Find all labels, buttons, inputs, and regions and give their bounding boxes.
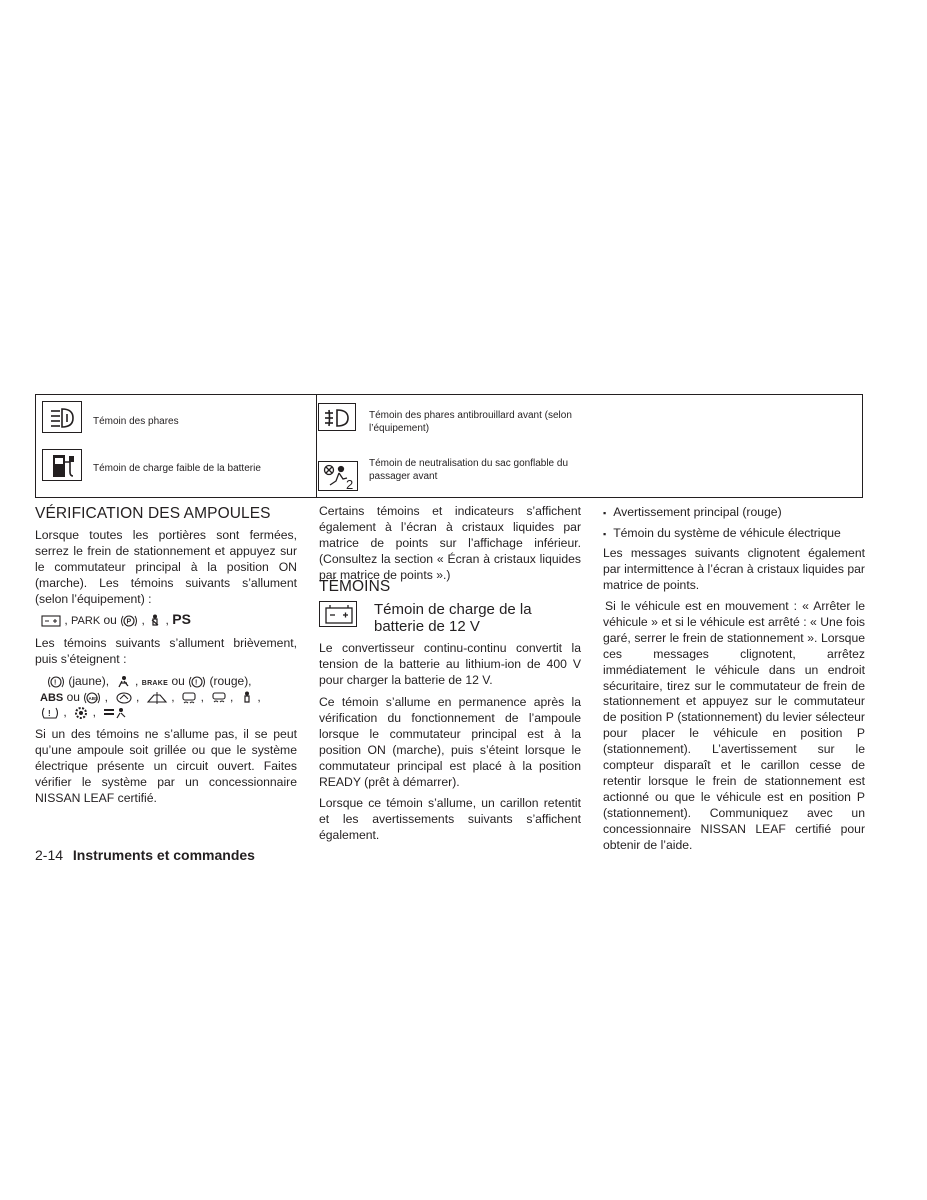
brief-illumination-line1: ! (jaune), , BRAKE ou ! (rouge),	[47, 673, 252, 692]
ev-system-warning-icon	[115, 691, 133, 705]
master-warning-icon	[116, 675, 132, 689]
parking-brake-icon	[120, 614, 138, 628]
seatbelt-warning-icon	[240, 691, 254, 705]
passenger-airbag-off-label: Témoin de neutralisation du sac gonflable du passager avant	[369, 458, 569, 482]
brake-warning-red-icon	[188, 675, 206, 689]
12v-battery-subtitle	[374, 601, 532, 635]
brake-indicator-text: BRAKE	[141, 680, 169, 687]
battery-charge-icon	[41, 614, 61, 627]
or-text-3: ou	[66, 690, 80, 704]
battery-indicator-chime-note: Lorsque ce témoin s’allume, un carillon retentit et les avertissements suivants s’affichent également.	[319, 796, 581, 842]
low-battery-charge-icon	[42, 449, 82, 481]
section-title-bulb-check: VÉRIFICATION DES AMPOULES	[35, 505, 271, 522]
red-text: (rouge),	[209, 674, 252, 688]
passenger-airbag-off-icon	[318, 461, 358, 491]
abs-indicator-text: ABS	[40, 692, 64, 704]
vdc-off-icon	[211, 691, 227, 705]
bulb-check-failure-note: Si un des témoins ne s’allume pas, il se peut qu’une ampoule soit grillée ou que le système électrique présente un circuit ouvert. Faites vérifier le système par un concessionnaire NISSAN LEAF certifié.	[35, 727, 297, 805]
or-text: ou	[103, 613, 117, 627]
svg-text:!: !	[48, 708, 51, 718]
svg-text:P: P	[126, 618, 132, 626]
svg-text:2: 2	[346, 477, 354, 492]
headlight-indicator-icon	[42, 401, 82, 433]
seatbelt-icon	[148, 614, 162, 628]
page-number: 2-14	[35, 847, 64, 863]
low-battery-charge-label: Témoin de charge faible de la batterie	[93, 463, 261, 474]
power-steering-indicator-text: PS	[172, 611, 191, 627]
power-limitation-icon	[73, 705, 89, 721]
warning-bullet-list	[603, 504, 841, 542]
12v-battery-subtitle-line1: Témoin de charge de la	[374, 601, 532, 618]
or-text-2: ou	[171, 674, 185, 688]
svg-text:!: !	[54, 679, 57, 687]
bulb-check-line1: , PARK ou P , , PS	[41, 611, 191, 630]
legend-divider	[316, 395, 317, 497]
svg-text:!: !	[195, 679, 198, 687]
slip-indicator-icon	[181, 691, 197, 705]
list-item: ▪ Avertissement principal (rouge)	[603, 505, 782, 519]
list-item: ▪ Témoin du système de véhicule électrique	[603, 526, 841, 540]
bulb-check-intro: Lorsque toutes les portières sont fermées, serrez le frein de stationnement et appuyez sur le commutateur principal à la position ON (marche). Les témoins suivants s’allument (selon l’équipement) :	[35, 528, 297, 606]
flashing-messages-note: Les messages suivants clignotent également par intermittence à l’écran à cristaux liquides par matrice de points.	[603, 546, 865, 592]
brief-illumination-line3: ! , ,	[40, 704, 129, 721]
page-footer	[35, 847, 255, 863]
chapter-title: Instruments et commandes	[72, 847, 255, 863]
stop-vehicle-instructions: Si le véhicule est en mouvement : « Arrêter le véhicule » et si le véhicule est arrêté : « Une fois garé, serrer le frein de stationnement ». Lorsque ces messages clignotent, arrêtez immédiatement le véhicule dans un endroit sécuritaire, tirez sur le commutateur de frein de stationnement et appuyez sur le commutateur de position P (stationnement) du levier sélecteur pour placer le véhicule en position P (stationnement). L’avertissement sur le compteur disparaît et le carillon cesse de retentir lorsque le frein de stationnement est actionné ou que le véhicule est en position P (stationnement). Communiquez avec un concessionnaire NISSAN LEAF certifié pour obtenir de l’aide.	[603, 599, 865, 852]
section-title-indicators: TÉMOINS	[319, 578, 391, 595]
indicator-legend-table	[35, 394, 863, 498]
lcd-display-note: Certains témoins et indicateurs s’affichent également à l’écran à cristaux liquides par matrice de points sur l’affichage inférieur. (Consultez la section « Écran à cristaux liquides par matrice de points ».)	[319, 504, 581, 582]
brief-illumination-intro: Les témoins suivants s’allument brièvement, puis s’éteignent :	[35, 636, 297, 666]
brake-warning-yellow-icon	[47, 675, 65, 689]
airbag-passenger-indicator-icon	[103, 706, 129, 720]
front-fog-light-icon	[318, 403, 356, 431]
svg-text:ABS: ABS	[88, 695, 99, 701]
front-fog-light-label: Témoin des phares antibrouillard avant (selon l’équipement)	[369, 410, 572, 434]
headlight-indicator-label: Témoin des phares	[93, 416, 179, 427]
abs-warning-icon	[83, 691, 101, 705]
12v-battery-charge-icon	[319, 601, 357, 627]
yellow-text: (jaune),	[68, 674, 110, 688]
park-indicator-text: PARK	[71, 615, 101, 627]
dc-converter-description: Le convertisseur continu-continu convertit la tension de la batterie au lithium-ion de 400 V pour charger la batterie de 12 V.	[319, 641, 581, 687]
battery-indicator-behavior: Ce témoin s’allume en permanence après la vérification du fonctionnement de l’ampoule lorsque le commutateur principal est à la position ON (marche), puis s’éteint lorsque le commutateur principal est placé à la position READY (prêt à démarrer).	[319, 695, 581, 789]
12v-battery-subtitle-line2: batterie de 12 V	[374, 618, 480, 635]
low-tire-pressure-icon	[40, 706, 60, 720]
door-open-icon	[146, 691, 168, 705]
brief-illumination-line2: ABS ou ABS , , , , , ,	[40, 690, 261, 704]
